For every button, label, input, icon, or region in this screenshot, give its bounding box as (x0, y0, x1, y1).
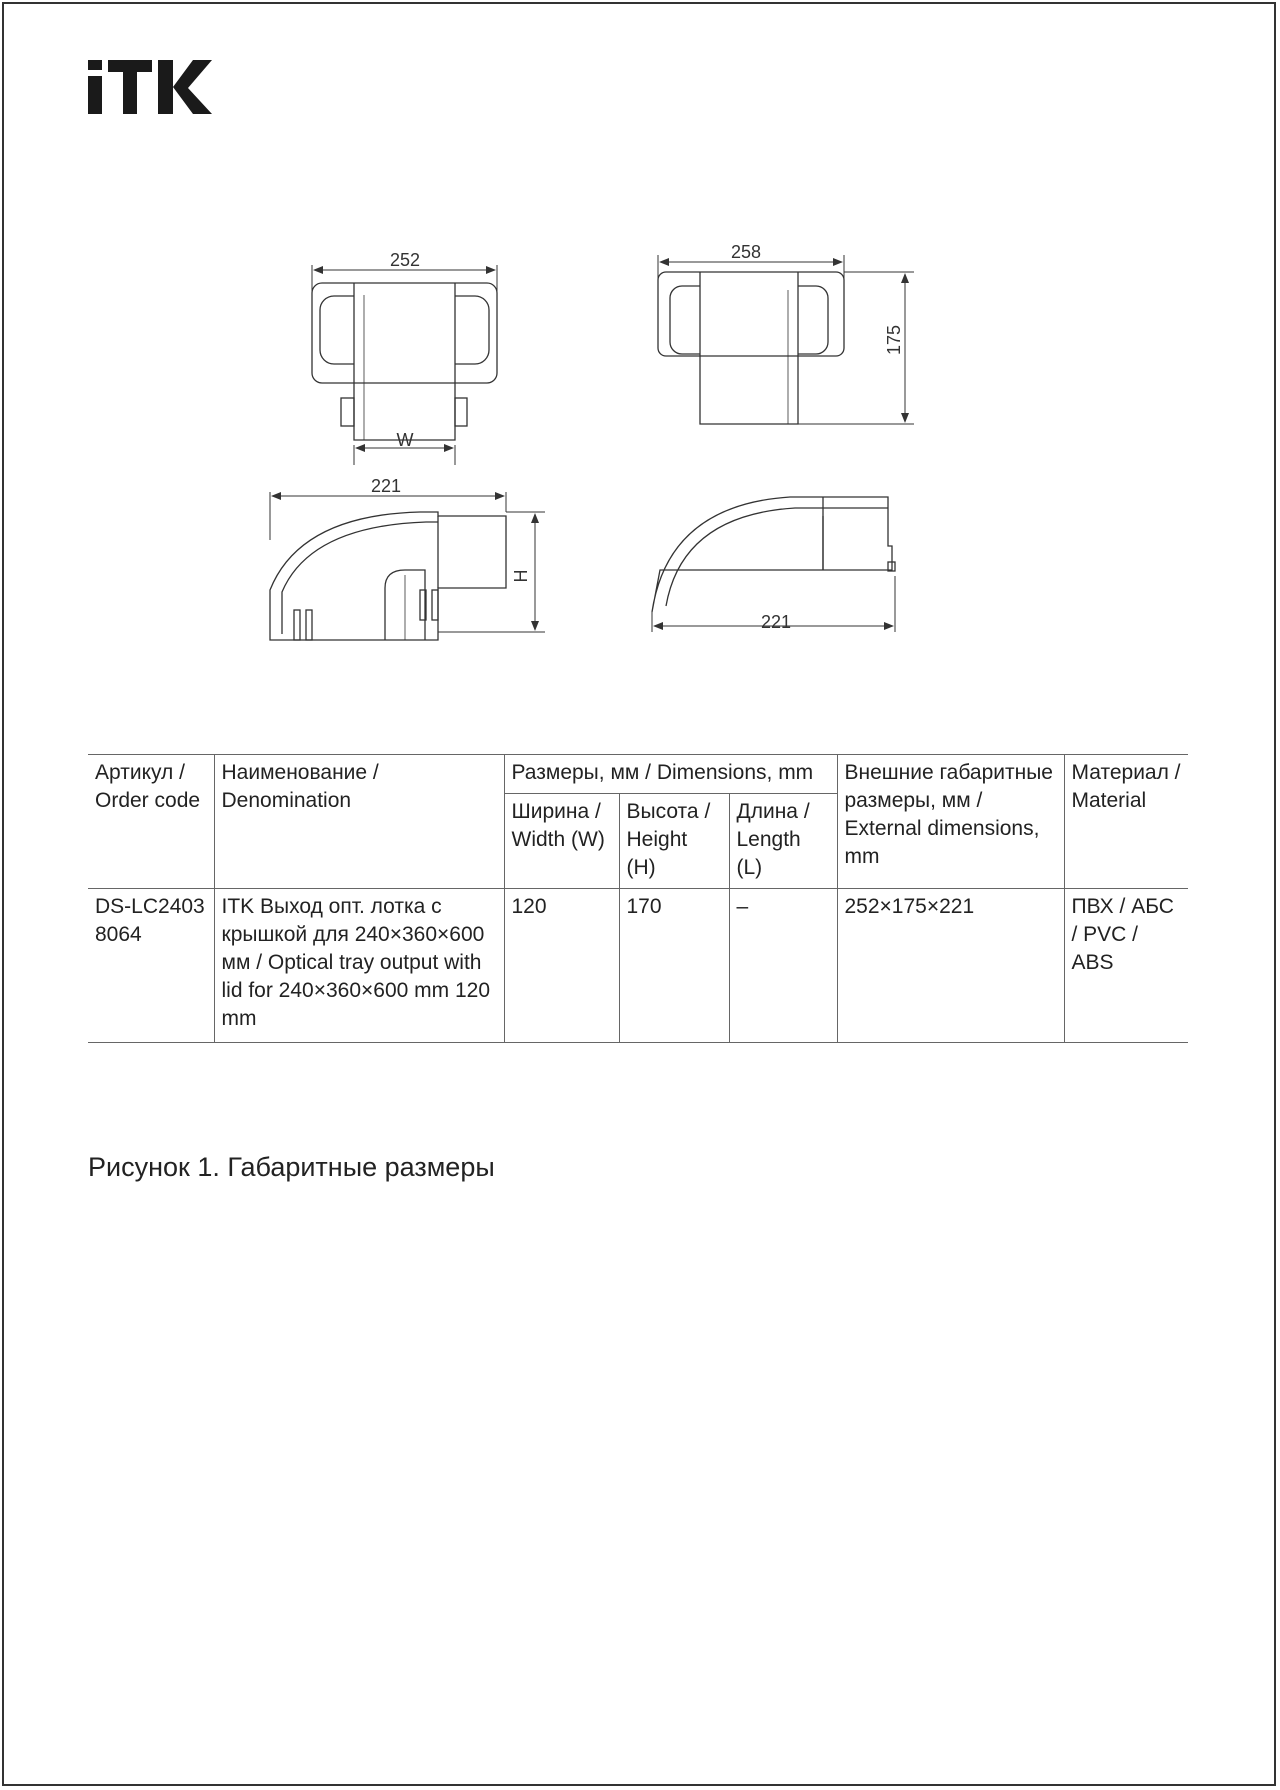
figure-caption: Рисунок 1. Габаритные размеры (88, 1152, 495, 1182)
dim-text-221-right: 221 (760, 612, 792, 632)
dim-text-258: 258 (730, 242, 762, 262)
header-material: Материал / Material (1064, 755, 1188, 889)
header-order-code: Артикул / Order code (88, 755, 214, 889)
spec-table (88, 754, 1188, 1043)
header-denomination: Наименование / Denomination (214, 755, 504, 889)
dim-text-175: 175 (884, 324, 904, 356)
dim-text-252: 252 (389, 250, 421, 270)
cell-height: 170 (619, 889, 729, 1043)
cell-width: 120 (504, 889, 619, 1043)
cell-material: ПВХ / АБС / PVC / ABS (1064, 889, 1188, 1043)
header-length: Длина / Length (L) (729, 794, 837, 889)
technical-drawing (0, 0, 1280, 700)
header-height: Высота / Height (H) (619, 794, 729, 889)
view-side-left (270, 492, 545, 640)
dim-text-h: H (511, 569, 531, 583)
dim-text-221-left: 221 (370, 476, 402, 496)
table-row (88, 889, 1188, 1043)
header-width: Ширина / Width (W) (504, 794, 619, 889)
view-front (658, 255, 914, 424)
cell-order-code: DS-LC24038064 (88, 889, 214, 1043)
header-dimensions: Размеры, мм / Dimensions, mm (504, 755, 837, 794)
cell-length: – (729, 889, 837, 1043)
table-header-row (88, 755, 1188, 794)
header-external: Внешние габаритные размеры, мм / External dimensions, mm (837, 755, 1064, 889)
cell-external: 252×175×221 (837, 889, 1064, 1043)
cell-denomination: ITK Выход опт. лотка с крышкой для 240×360×600 мм / Optical tray output with lid for 240×360×600 mm 120 mm (214, 889, 504, 1043)
dim-text-w: W (396, 430, 414, 450)
